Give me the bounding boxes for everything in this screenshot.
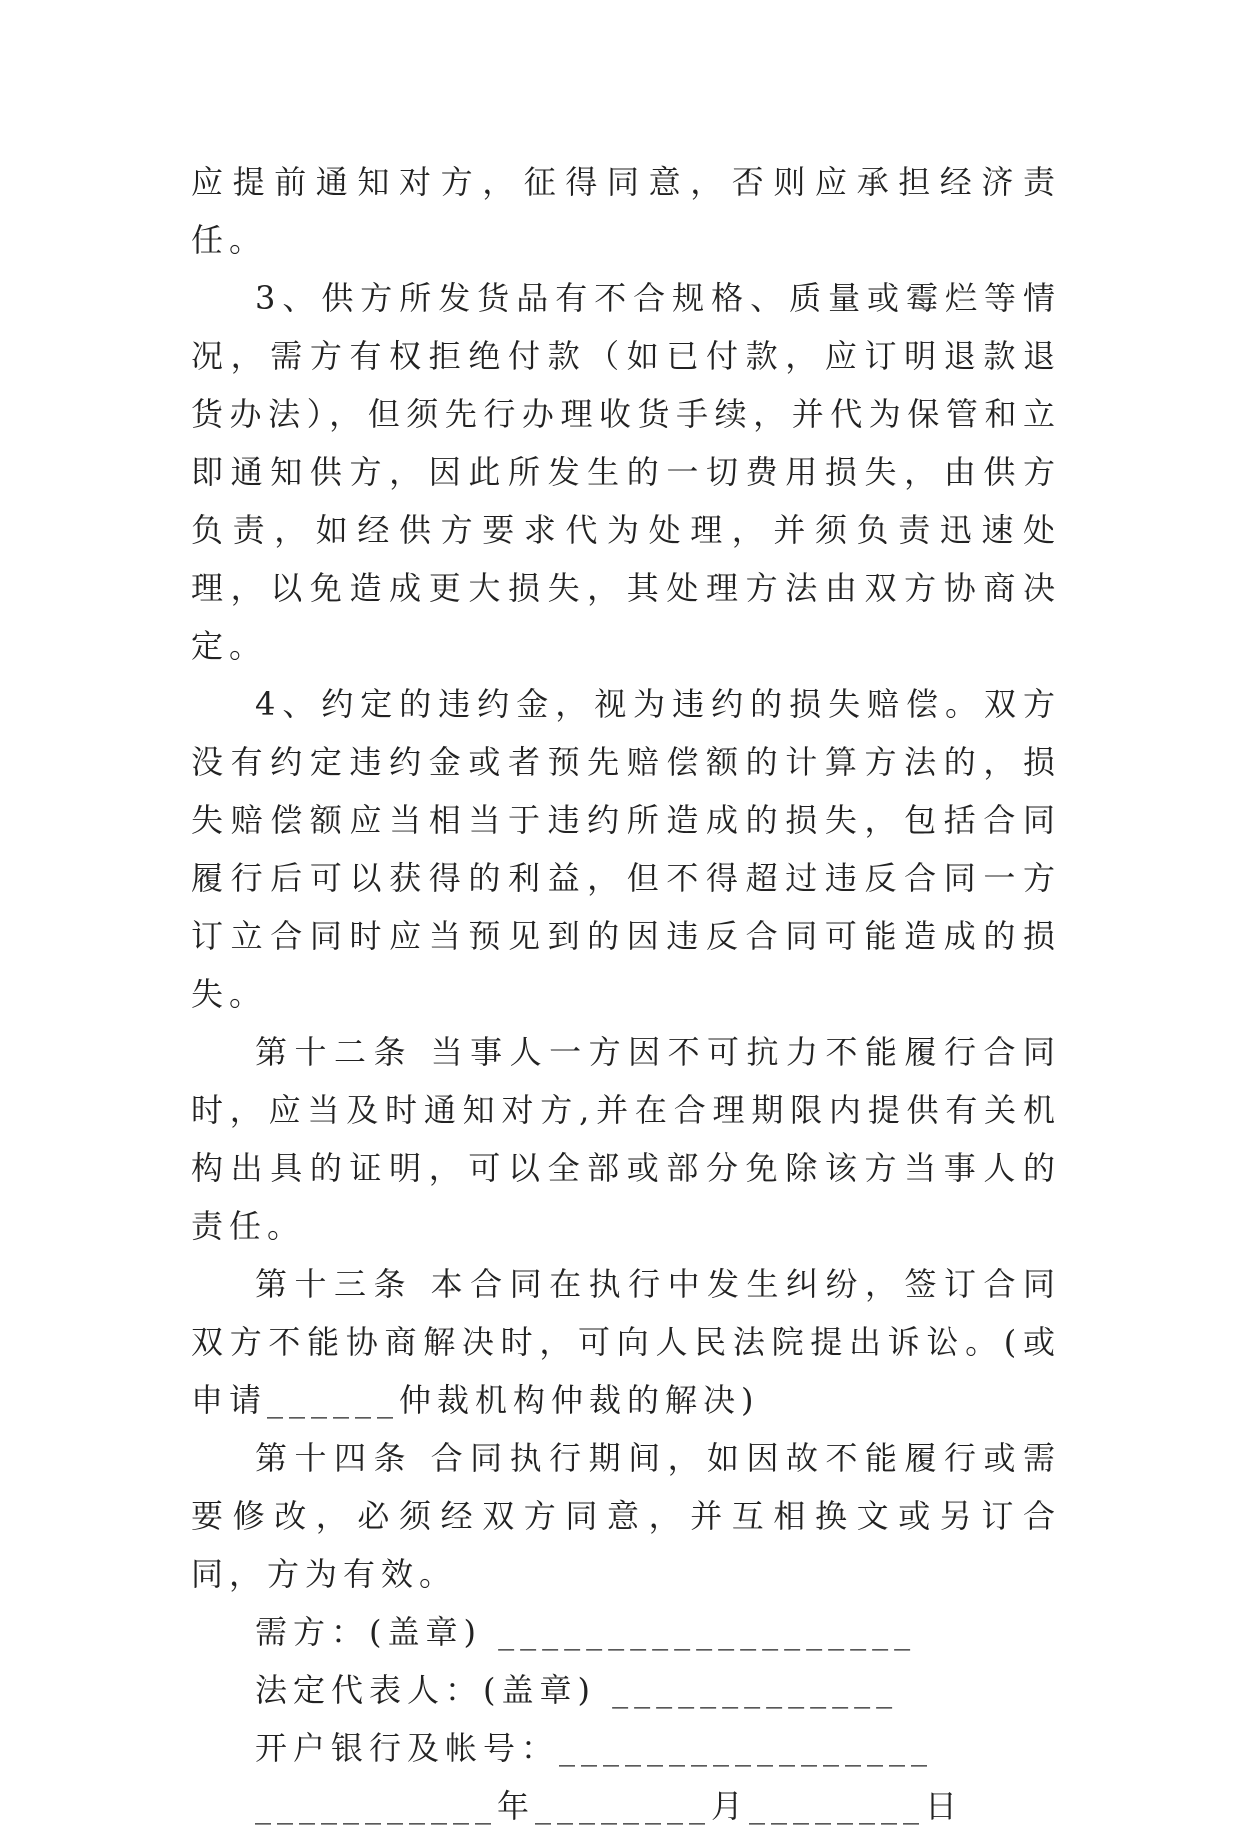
paragraph-clause-4: 4、约定的违约金，视为违约的损失赔偿。双方没有约定违约金或者预先赔偿额的计算方法的，损失赔偿额应当相当于违约所造成的损失，包括合同履行后可以获得的利益，但不得超过违反合同一方订立合同时应当预见到的因违反合同可能造成的损失。: [191, 685, 1061, 1013]
contract-text: [191, 153, 1061, 1835]
bank-account-line: 开户银行及帐号：_________________: [255, 1729, 934, 1767]
paragraph-clause-3: 3、供方所发货品有不合规格、质量或霉烂等情况，需方有权拒绝付款（如已付款，应订明退款退货办法），但须先行办理收货手续，并代为保管和立即通知供方，因此所发生的一切费用损失，由供方负责，如经供方要求代为处理，并须负责迅速处理，以免造成更大损失，其处理方法由双方协商决定。: [191, 279, 1061, 665]
paragraph-article-14: 第十四条 合同执行期间，如因故不能履行或需要修改，必须经双方同意，并互相换文或另订合同，方为有效。: [191, 1439, 1061, 1593]
legal-rep-seal-line: 法定代表人：(盖章) _____________: [255, 1671, 899, 1709]
paragraph-continuation: 应提前通知对方，征得同意，否则应承担经济责任。: [191, 163, 1061, 259]
date-line: ___________年________月________日: [255, 1787, 964, 1825]
buyer-seal-line: 需方：(盖章) ___________________: [255, 1613, 917, 1651]
paragraph-article-12: 第十二条 当事人一方因不可抗力不能履行合同时，应当及时通知对方,并在合理期限内提供有关机构出具的证明，可以全部或部分免除该方当事人的责任。: [191, 1033, 1061, 1245]
paragraph-article-13: 第十三条 本合同在执行中发生纠纷，签订合同双方不能协商解决时，可向人民法院提出诉讼。(或申请______仲裁机构仲裁的解决): [191, 1265, 1061, 1419]
